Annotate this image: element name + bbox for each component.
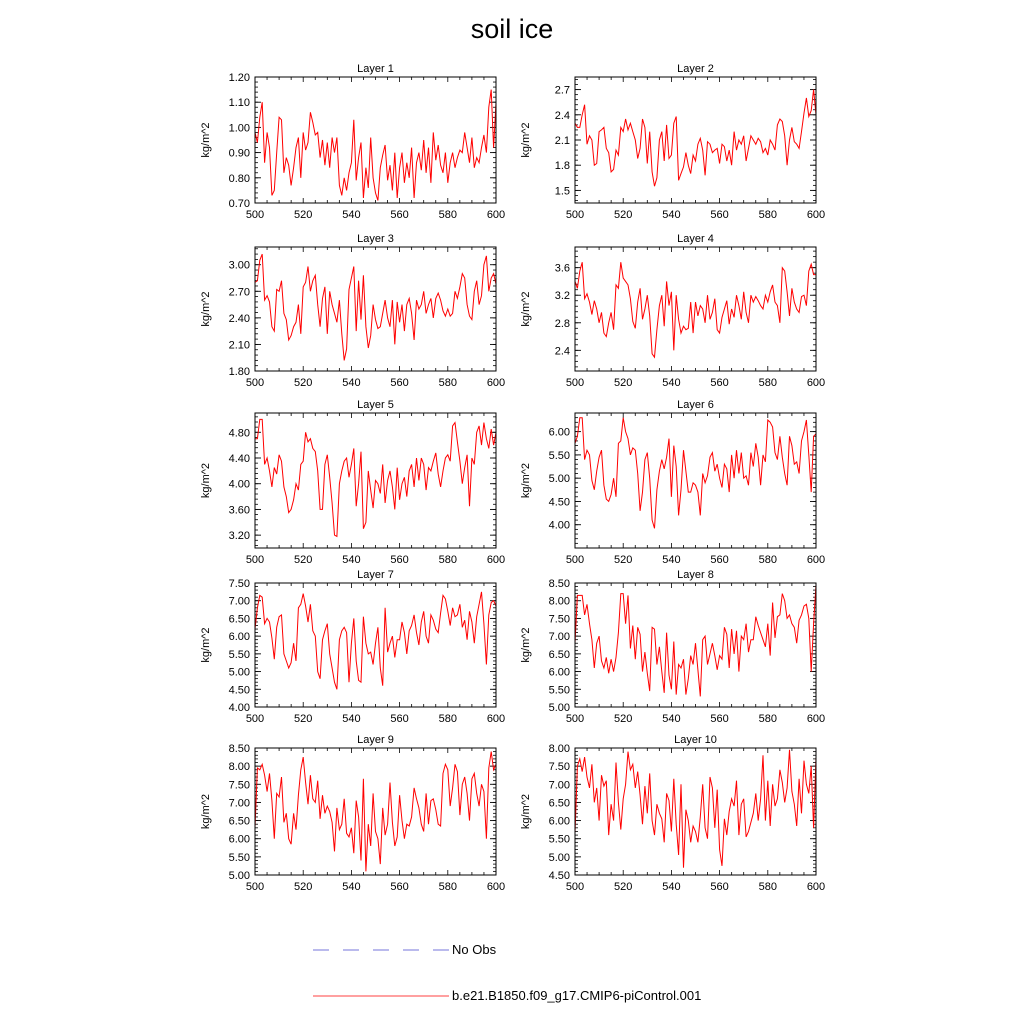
y-tick-label: 3.2 [554, 290, 570, 303]
plot-frame [575, 247, 816, 371]
x-tick-label: 580 [438, 713, 457, 725]
x-tick-label: 520 [614, 377, 633, 389]
x-tick-label: 580 [438, 209, 457, 221]
series-line [255, 752, 496, 872]
y-tick-label: 6.00 [228, 631, 250, 644]
x-tick-label: 600 [486, 881, 506, 893]
y-tick-label: 6.00 [548, 426, 570, 439]
x-tick-label: 540 [342, 713, 361, 725]
y-tick-label: 6.00 [548, 666, 570, 679]
x-tick-label: 540 [662, 377, 681, 389]
y-tick-label: 2.10 [228, 339, 250, 352]
x-tick-label: 600 [806, 881, 826, 893]
y-tick-label: 8.00 [228, 761, 250, 774]
panel-title: Layer 8 [677, 569, 714, 581]
y-tick-label: 8.50 [228, 743, 250, 755]
y-axis-label: kg/m^2 [520, 122, 532, 158]
y-tick-label: 7.50 [228, 779, 250, 792]
y-tick-label: 4.00 [548, 519, 570, 532]
y-tick-label: 2.1 [554, 135, 570, 147]
y-tick-label: 8.50 [548, 578, 570, 590]
series-line [255, 419, 496, 536]
y-tick-label: 5.50 [548, 684, 570, 697]
y-tick-label: 1.00 [228, 122, 250, 135]
x-tick-label: 540 [342, 881, 361, 893]
x-tick-label: 560 [710, 713, 729, 725]
panel-layer-5 [200, 399, 505, 566]
panel-title: Layer 2 [677, 63, 714, 75]
y-tick-label: 5.00 [548, 702, 570, 714]
x-tick-label: 500 [245, 881, 265, 893]
x-tick-label: 560 [390, 209, 409, 221]
y-tick-label: 4.50 [548, 870, 570, 882]
y-tick-label: 6.50 [228, 815, 250, 828]
x-tick-label: 520 [614, 554, 633, 566]
x-tick-label: 600 [486, 377, 506, 389]
y-tick-label: 2.4 [554, 345, 570, 358]
y-tick-label: 5.50 [228, 851, 250, 864]
panel-title: Layer 7 [357, 569, 394, 581]
x-tick-label: 580 [758, 554, 777, 566]
y-tick-label: 2.7 [554, 84, 570, 97]
x-tick-label: 520 [294, 713, 313, 725]
legend-label-model: b.e21.B1850.f09_g17.CMIP6-piControl.001 [452, 988, 702, 1003]
x-tick-label: 600 [486, 713, 506, 725]
x-tick-label: 580 [758, 713, 777, 725]
x-tick-label: 500 [565, 209, 585, 221]
x-tick-label: 560 [390, 377, 409, 389]
y-axis-label: kg/m^2 [520, 627, 532, 663]
y-tick-label: 1.10 [228, 97, 250, 110]
plot-frame [575, 413, 816, 548]
series-line [575, 262, 816, 357]
x-tick-label: 600 [806, 209, 826, 221]
series-line [255, 254, 496, 360]
y-tick-label: 7.50 [548, 761, 570, 774]
panel-layer-9 [200, 734, 505, 893]
x-tick-label: 500 [565, 554, 585, 566]
y-tick-label: 2.8 [554, 317, 570, 330]
y-tick-label: 6.50 [548, 648, 570, 661]
y-tick-label: 3.6 [554, 262, 570, 275]
x-tick-label: 560 [710, 881, 729, 893]
x-tick-label: 520 [294, 881, 313, 893]
x-tick-label: 520 [294, 209, 313, 221]
series-line [575, 418, 816, 529]
y-tick-label: 8.00 [548, 595, 570, 608]
x-tick-label: 540 [342, 209, 361, 221]
y-tick-label: 3.20 [228, 530, 250, 543]
x-tick-label: 540 [662, 554, 681, 566]
y-axis-label: kg/m^2 [520, 793, 532, 830]
panel-title: Layer 10 [674, 734, 717, 746]
x-tick-label: 520 [614, 713, 633, 725]
panel-layer-1 [200, 63, 505, 221]
x-tick-label: 580 [758, 881, 777, 893]
x-tick-label: 560 [390, 713, 409, 725]
y-tick-label: 4.00 [228, 702, 250, 714]
x-tick-label: 600 [486, 554, 506, 566]
y-tick-label: 6.50 [228, 613, 250, 626]
y-tick-label: 4.50 [548, 496, 570, 509]
panel-title: Layer 9 [357, 734, 394, 746]
panel-layer-7 [200, 569, 505, 725]
panel-title: Layer 5 [357, 399, 394, 411]
x-tick-label: 600 [806, 377, 826, 389]
panel-layer-8 [520, 569, 825, 725]
y-tick-label: 7.50 [228, 578, 250, 590]
x-tick-label: 560 [390, 554, 409, 566]
y-tick-label: 6.50 [548, 797, 570, 810]
panel-layer-6 [520, 399, 825, 566]
figure-title: soil ice [470, 14, 554, 44]
x-tick-label: 500 [245, 209, 265, 221]
y-tick-label: 1.8 [554, 160, 570, 173]
y-tick-label: 4.50 [228, 684, 250, 697]
series-line [255, 90, 496, 201]
x-tick-label: 500 [245, 713, 265, 725]
y-axis-label: kg/m^2 [200, 122, 212, 158]
x-tick-label: 540 [662, 713, 681, 725]
x-tick-label: 540 [662, 881, 681, 893]
y-tick-label: 5.50 [548, 449, 570, 462]
x-tick-label: 560 [710, 377, 729, 389]
y-tick-label: 7.50 [548, 613, 570, 626]
x-tick-label: 500 [565, 377, 585, 389]
y-tick-label: 6.00 [228, 833, 250, 846]
x-tick-label: 600 [806, 554, 826, 566]
y-tick-label: 4.40 [228, 453, 250, 465]
y-tick-label: 5.00 [548, 473, 570, 486]
y-axis-label: kg/m^2 [200, 291, 212, 327]
x-tick-label: 540 [342, 377, 361, 389]
y-tick-label: 8.00 [548, 743, 570, 755]
y-tick-label: 4.00 [228, 478, 250, 491]
series-line [255, 592, 496, 689]
panel-layer-10 [520, 734, 825, 893]
y-tick-label: 5.50 [228, 648, 250, 661]
x-tick-label: 560 [390, 881, 409, 893]
y-tick-label: 2.40 [228, 312, 250, 325]
y-tick-label: 5.00 [548, 851, 570, 864]
x-tick-label: 600 [806, 713, 826, 725]
x-tick-label: 580 [758, 209, 777, 221]
x-tick-label: 600 [486, 209, 506, 221]
y-tick-label: 1.20 [228, 72, 250, 84]
panel-title: Layer 6 [677, 399, 714, 411]
x-tick-label: 520 [614, 881, 633, 893]
series-line [575, 90, 816, 187]
panel-title: Layer 1 [357, 63, 394, 75]
x-tick-label: 560 [710, 209, 729, 221]
y-tick-label: 7.00 [548, 631, 570, 644]
panel-title: Layer 4 [677, 233, 714, 245]
y-tick-label: 7.00 [548, 779, 570, 792]
y-tick-label: 1.80 [228, 366, 250, 378]
x-tick-label: 520 [294, 377, 313, 389]
y-axis-label: kg/m^2 [200, 462, 212, 499]
x-tick-label: 540 [662, 209, 681, 221]
x-tick-label: 540 [342, 554, 361, 566]
y-tick-label: 1.5 [554, 185, 570, 198]
x-tick-label: 500 [245, 554, 265, 566]
y-tick-label: 5.00 [228, 870, 250, 882]
x-tick-label: 500 [565, 713, 585, 725]
y-tick-label: 2.4 [554, 109, 570, 122]
y-axis-label: kg/m^2 [520, 462, 532, 499]
y-axis-label: kg/m^2 [200, 627, 212, 663]
plot-frame [575, 748, 816, 875]
y-tick-label: 7.00 [228, 797, 250, 810]
x-tick-label: 500 [245, 377, 265, 389]
y-tick-label: 3.00 [228, 259, 250, 272]
y-tick-label: 0.90 [228, 147, 250, 160]
plot-frame [255, 247, 496, 371]
y-tick-label: 7.00 [228, 595, 250, 608]
y-tick-label: 2.70 [228, 286, 250, 299]
series-line [575, 585, 816, 697]
y-tick-label: 5.00 [228, 666, 250, 679]
x-tick-label: 580 [758, 377, 777, 389]
x-tick-label: 560 [710, 554, 729, 566]
series-line [575, 750, 816, 868]
x-tick-label: 580 [438, 377, 457, 389]
y-tick-label: 0.80 [228, 172, 250, 185]
plot-frame [575, 77, 816, 203]
x-tick-label: 520 [614, 209, 633, 221]
y-tick-label: 3.60 [228, 504, 250, 517]
panel-layer-4 [520, 233, 825, 389]
x-tick-label: 500 [565, 881, 585, 893]
panel-layer-2 [520, 63, 825, 221]
y-tick-label: 0.70 [228, 198, 250, 210]
x-tick-label: 580 [438, 554, 457, 566]
panel-title: Layer 3 [357, 233, 394, 245]
legend-label-no-obs: No Obs [452, 942, 497, 957]
y-axis-label: kg/m^2 [520, 291, 532, 327]
y-tick-label: 4.80 [228, 427, 250, 440]
x-tick-label: 580 [438, 881, 457, 893]
panel-layer-3 [200, 233, 505, 389]
y-axis-label: kg/m^2 [200, 793, 212, 830]
y-tick-label: 5.50 [548, 833, 570, 846]
x-tick-label: 520 [294, 554, 313, 566]
legend [313, 942, 701, 1003]
y-tick-label: 6.00 [548, 815, 570, 828]
